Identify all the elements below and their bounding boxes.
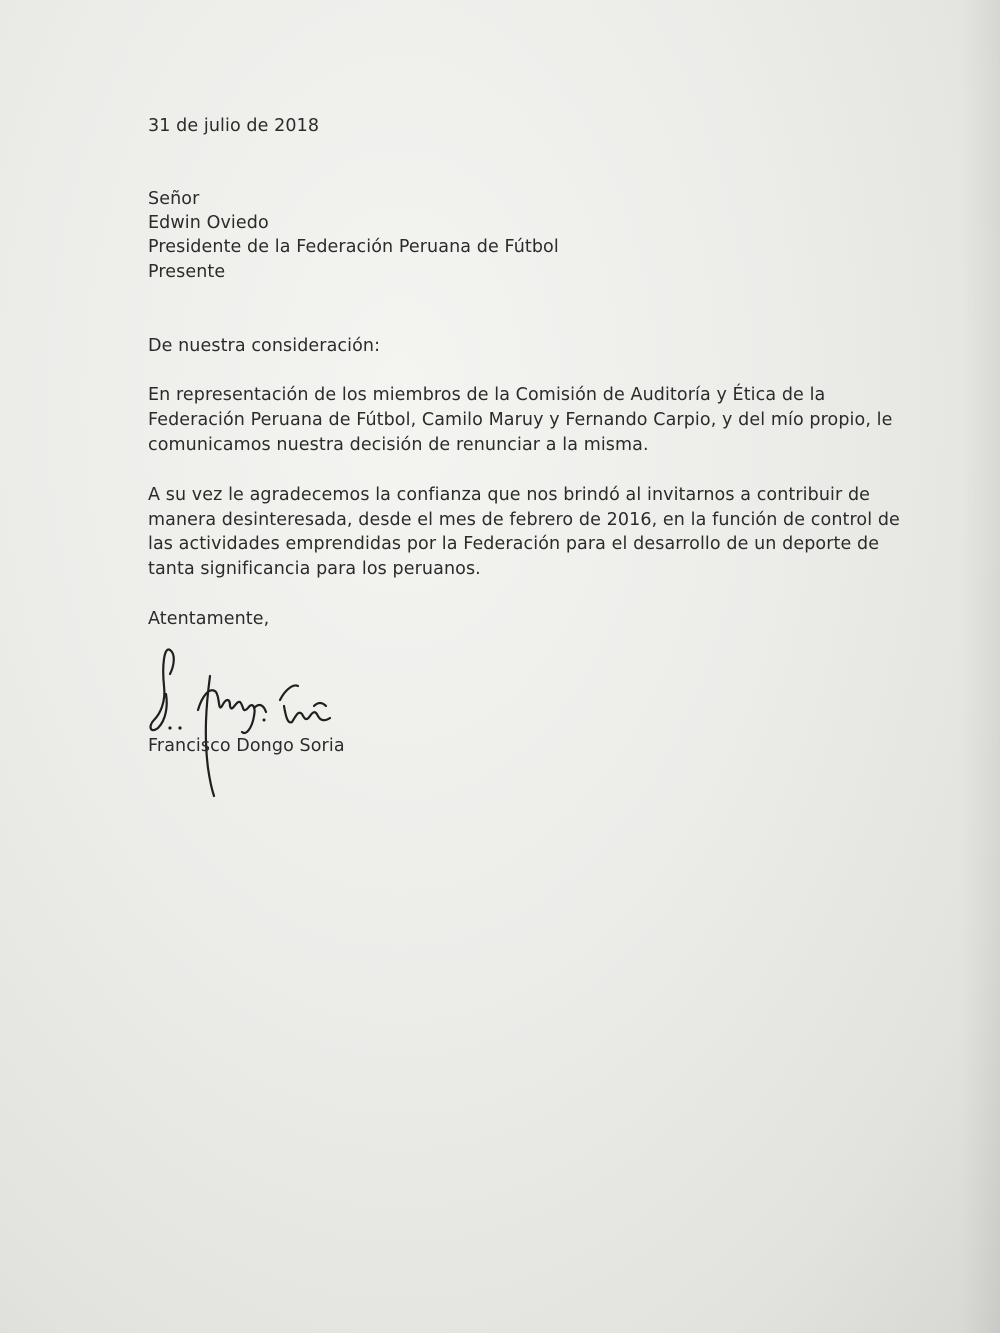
paragraph1-line: comunicamos nuestra decisión de renunciar a la misma. — [148, 435, 649, 455]
paragraph2-line: A su vez le agradecemos la confianza que nos brindó al invitarnos a contribuir de — [148, 485, 871, 505]
paragraph2-line: las actividades emprendidas por la Federación para el desarrollo de un deporte de — [148, 534, 880, 554]
letter-greeting: De nuestra consideración: — [148, 336, 381, 356]
handwritten-signature — [140, 636, 350, 806]
recipient-name: Edwin Oviedo — [148, 213, 269, 233]
letter-closing: Atentamente, — [148, 609, 270, 629]
paragraph2-line: manera desinteresada, desde el mes de febrero de 2016, en la función de control de — [148, 510, 900, 530]
paragraph1-line: En representación de los miembros de la Comisión de Auditoría y Ética de la — [148, 385, 826, 405]
paragraph1-line: Federación Peruana de Fútbol, Camilo Maruy y Fernando Carpio, y del mío propio, le — [148, 410, 893, 430]
recipient-position: Presidente de la Federación Peruana de Fútbol — [148, 237, 559, 257]
paper-shadow — [960, 0, 1000, 1333]
recipient-presente: Presente — [148, 262, 226, 282]
recipient-title: Señor — [148, 189, 200, 209]
letter-date: 31 de julio de 2018 — [148, 116, 320, 136]
paragraph2-line: tanta significancia para los peruanos. — [148, 559, 481, 579]
signatory-name: Francisco Dongo Soria — [148, 736, 345, 756]
